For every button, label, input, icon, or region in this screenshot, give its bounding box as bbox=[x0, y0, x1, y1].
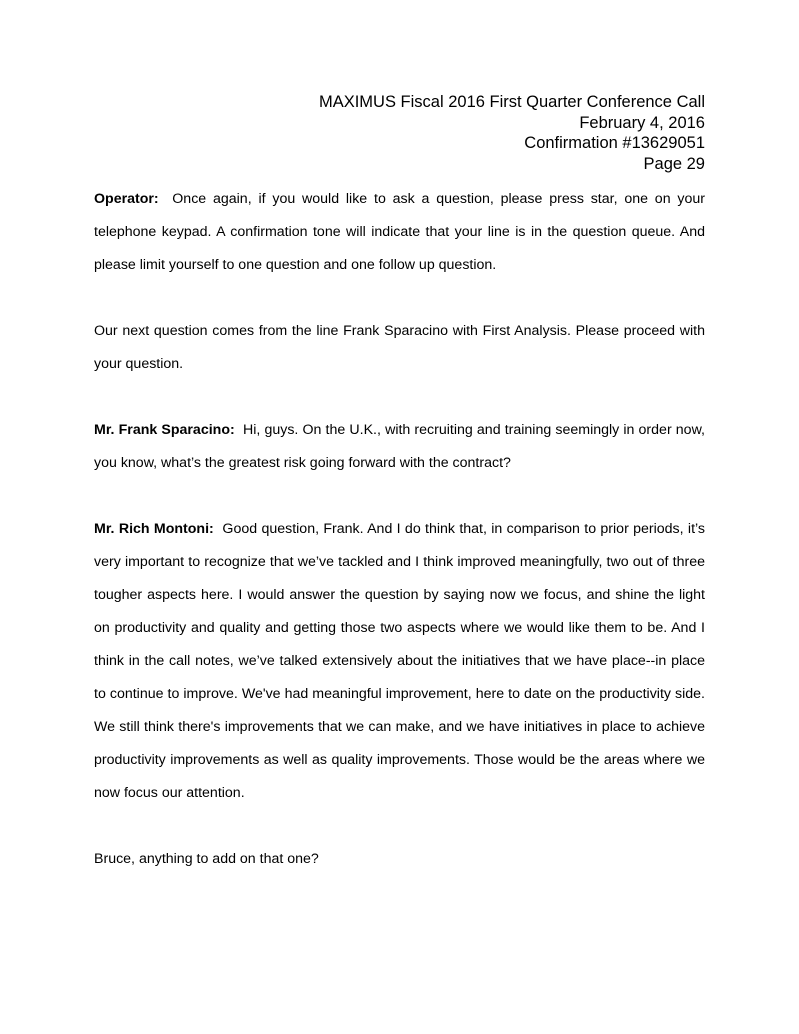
speaker-gap bbox=[159, 191, 173, 207]
speaker-name: Mr. Frank Sparacino: bbox=[94, 422, 235, 438]
paragraph-text: Once again, if you would like to ask a question, please press star, one on your telephone keypad. A confirmation tone will indicate that your line is in the question queue. And please limit yourself to one question and one follow up question. bbox=[94, 191, 705, 273]
speaker-name: Operator: bbox=[94, 191, 159, 207]
paragraph-text: Good question, Frank. And I do think that, in comparison to prior periods, it’s very important to recognize that we’ve tackled and I think improved meaningfully, two out of three tougher aspects here. I would answer the question by saying now we focus, and shine the light on productivity and quality and getting those two aspects where we would like them to be. And I think in the call notes, we’ve talked extensively about the initiatives that we have place--in place to continue to improve. We've had meaningful improvement, here to date on the productivity side. We still think there's improvements that we can make, and we have initiatives in place to achieve productivity improvements as well as quality improvements. Those would be the areas where we now focus our attention. bbox=[94, 521, 705, 801]
speaker-name: Mr. Rich Montoni: bbox=[94, 521, 214, 537]
transcript-body bbox=[94, 183, 705, 909]
paragraph-text: Our next question comes from the line Frank Sparacino with First Analysis. Please proceed with your question. bbox=[94, 323, 705, 372]
paragraph-text: Bruce, anything to add on that one? bbox=[94, 851, 319, 867]
transcript-paragraph bbox=[94, 513, 705, 810]
transcript-paragraph bbox=[94, 315, 705, 381]
document-title: MAXIMUS Fiscal 2016 First Quarter Conference Call bbox=[318, 93, 705, 111]
transcript-paragraph bbox=[94, 414, 705, 480]
paragraph-text: Hi, guys. On the U.K., with recruiting and training seemingly in order now, you know, what’s the greatest risk going forward with the contract? bbox=[94, 422, 705, 471]
speaker-gap bbox=[235, 422, 243, 438]
document-date: February 4, 2016 bbox=[579, 113, 705, 132]
page-header bbox=[319, 92, 705, 174]
transcript-paragraph bbox=[94, 183, 705, 282]
page-number: Page 29 bbox=[643, 154, 705, 173]
transcript-paragraph bbox=[94, 843, 705, 876]
confirmation-number: Confirmation #13629051 bbox=[524, 134, 705, 152]
